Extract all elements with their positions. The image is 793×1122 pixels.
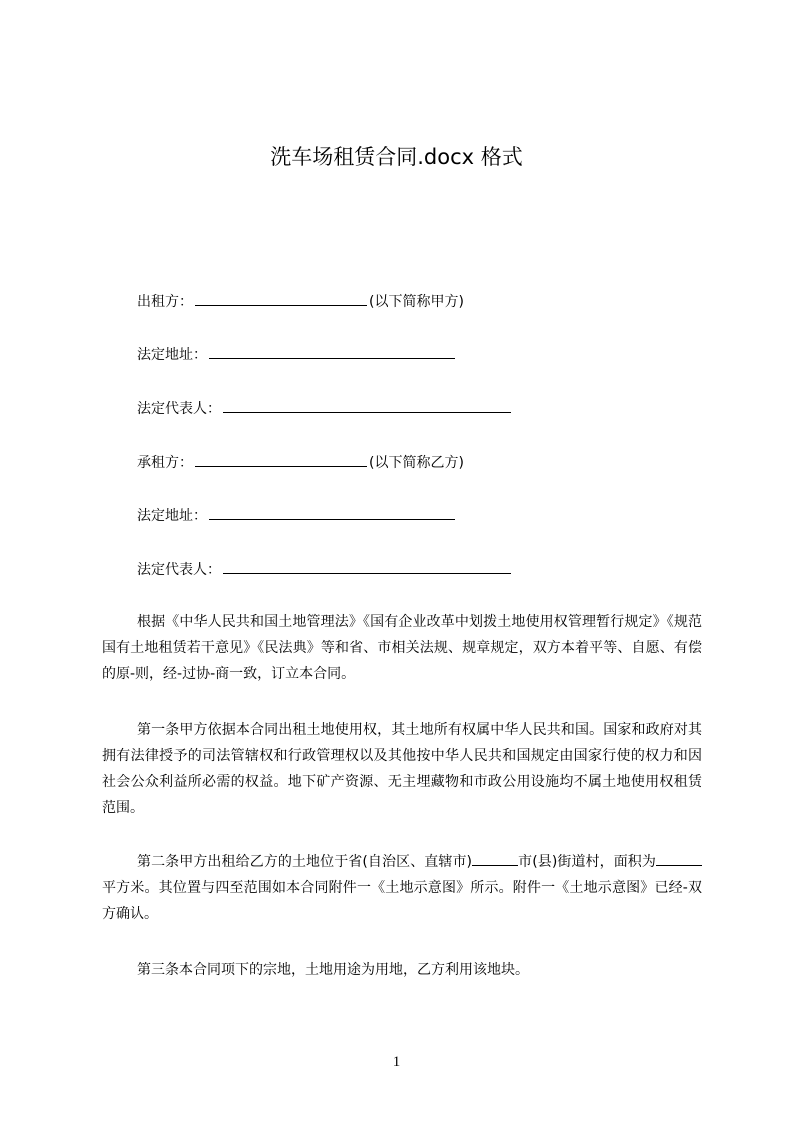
lessor-representative-blank[interactable]	[223, 398, 511, 413]
lessor-field	[137, 291, 464, 312]
lessor-address-label: 法定地址：	[137, 347, 207, 363]
article-1-paragraph: 第一条甲方依据本合同出租土地使用权，其土地所有权属中华人民共和国。国家和政府对其拥有法律授予的司法管辖权和行政管理权以及其他按中华人民共和国规定由国家行使的权力和因社会公众利益所必需的权益。地下矿产资源、无主埋藏物和市政公用设施均不属土地使用权租赁范围。	[102, 722, 702, 816]
lessor-label: 出租方：	[137, 294, 193, 310]
lessee-representative-blank[interactable]	[223, 559, 511, 574]
lessor-representative-field	[137, 398, 513, 419]
city-blank[interactable]	[472, 851, 518, 866]
lessee-address-label: 法定地址：	[137, 508, 207, 524]
article-2-text-2: 市(县)街道村，面积为	[518, 854, 656, 870]
lessor-suffix: (以下简称甲方)	[369, 294, 464, 310]
lessee-address-field	[137, 505, 457, 526]
lessee-blank[interactable]	[195, 452, 367, 467]
document-title: 洗车场租赁合同.docx 格式	[270, 145, 523, 169]
area-blank[interactable]	[656, 851, 702, 866]
article-2-text-1: 第二条甲方出租给乙方的土地位于省(自治区、直辖市)	[137, 854, 473, 870]
lessee-field	[137, 452, 464, 473]
lessor-blank[interactable]	[195, 291, 367, 306]
lessor-address-blank[interactable]	[209, 344, 455, 359]
preamble-paragraph: 根据《中华人民共和国土地管理法》《国有企业改革中划拨土地使用权管理暂行规定》《规范国有土地租赁若干意见》《民法典》等和省、市相关法规、规章规定，双方本着平等、自愿、有偿的原-则，经-过协-商一致，订立本合同。	[102, 614, 702, 682]
article-2-paragraph	[102, 849, 702, 927]
page-number: 1	[392, 1054, 401, 1070]
lessee-suffix: (以下简称乙方)	[369, 455, 464, 471]
lessee-label: 承租方：	[137, 455, 193, 471]
lessor-representative-label: 法定代表人：	[137, 401, 221, 417]
lessor-address-field	[137, 344, 457, 365]
lessee-representative-label: 法定代表人：	[137, 562, 221, 578]
article-3-paragraph: 第三条本合同项下的宗地，土地用途为用地，乙方利用该地块。	[137, 962, 529, 978]
lessee-representative-field	[137, 559, 513, 580]
article-2-text-3: 平方米。其位置与四至范围如本合同附件一《土地示意图》所示。附件一《土地示意图》已经-双方确认。	[102, 880, 702, 922]
lessee-address-blank[interactable]	[209, 505, 455, 520]
